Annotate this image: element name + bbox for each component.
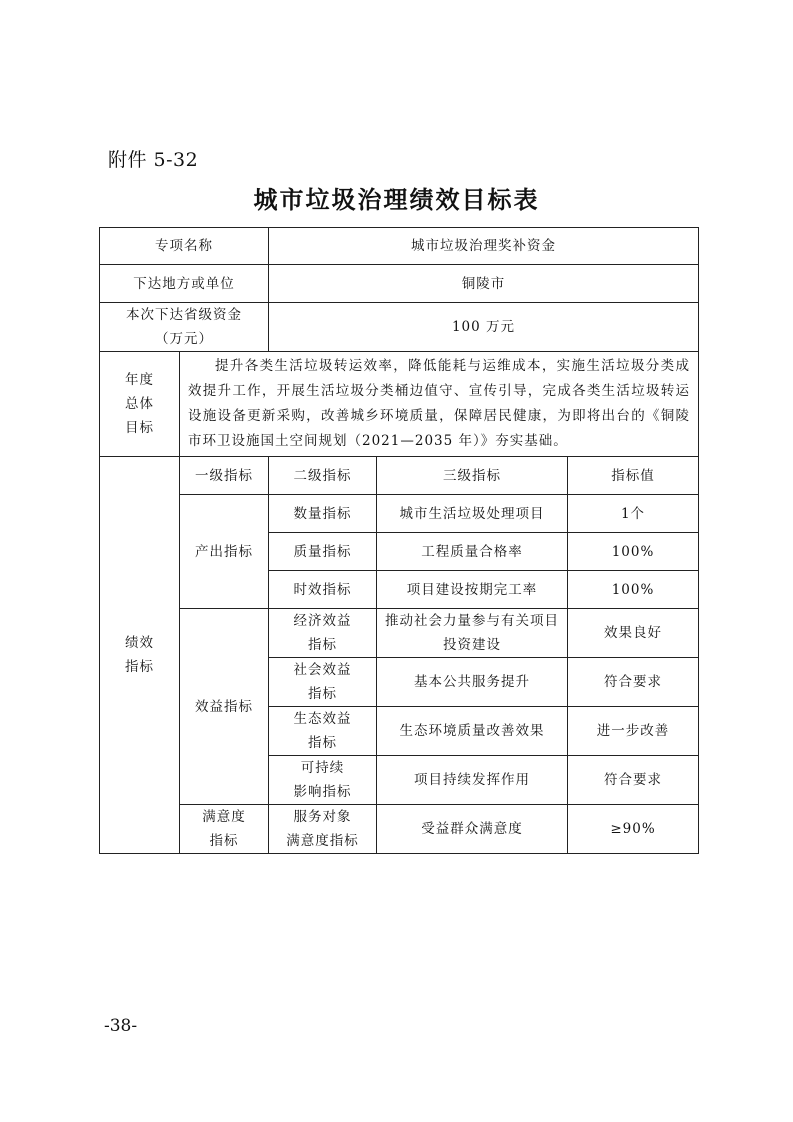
label-line: 影响指标	[293, 784, 352, 800]
level3-indicator: 项目建设按期完工率	[377, 571, 568, 609]
indicator-value: 100%	[568, 533, 699, 571]
annual-goal-label	[100, 352, 180, 457]
info-label	[100, 303, 269, 352]
label-line: 绩效	[125, 635, 154, 651]
indicator-value: 符合要求	[568, 756, 699, 805]
label-line: 推动社会力量参与有关项目	[385, 613, 559, 629]
label-line: 指标	[125, 659, 154, 675]
label-line: 指标	[209, 833, 239, 849]
annual-goal-row	[100, 352, 699, 457]
label-line: 年度	[125, 372, 154, 388]
indicator-section-label	[100, 457, 180, 854]
label-line: 投资建设	[443, 637, 501, 653]
label-line: 指标	[308, 735, 337, 751]
level1-indicator: 效益指标	[180, 609, 269, 805]
info-label: 下达地方或单位	[100, 265, 269, 303]
column-header: 指标值	[568, 457, 699, 495]
level3-indicator: 城市生活垃圾处理项目	[377, 495, 568, 533]
indicator-value: 100%	[568, 571, 699, 609]
attachment-label: 附件 5-32	[108, 149, 199, 171]
info-label: 专项名称	[100, 228, 269, 265]
info-label-line: （万元）	[155, 331, 213, 347]
label-line: 社会效益	[293, 662, 352, 678]
level1-indicator: 产出指标	[180, 495, 269, 609]
label-line: 可持续	[300, 760, 345, 776]
info-label-line: 本次下达省级资金	[126, 307, 242, 323]
info-value: 铜陵市	[269, 265, 699, 303]
page-number: -38-	[104, 1016, 138, 1036]
level3-indicator: 受益群众满意度	[377, 805, 568, 854]
level1-indicator	[180, 805, 269, 854]
column-header: 三级指标	[377, 457, 568, 495]
level2-indicator	[269, 658, 377, 707]
level3-indicator	[377, 609, 568, 658]
label-line: 满意度	[202, 809, 246, 825]
indicator-value: 符合要求	[568, 658, 699, 707]
level2-indicator	[269, 609, 377, 658]
page-title: 城市垃圾治理绩效目标表	[253, 185, 540, 214]
indicator-value: 1个	[568, 495, 699, 533]
level2-indicator	[269, 707, 377, 756]
info-row-funding	[100, 303, 699, 352]
label-line: 服务对象	[293, 809, 352, 825]
level3-indicator: 工程质量合格率	[377, 533, 568, 571]
indicator-row	[100, 495, 699, 533]
info-row-recipient	[100, 265, 699, 303]
annual-goal-text: 提升各类生活垃圾转运效率，降低能耗与运维成本，实施生活垃圾分类成效提升工作，开展生活垃圾分类桶边值守、宣传引导，完成各类生活垃圾转运设施设备更新采购，改善城乡环境质量，保障居民健康，为即将出台的《铜陵市环卫设施国土空间规划（2021—2035 年）》夯实基础。	[180, 352, 699, 457]
label-line: 满意度指标	[286, 833, 359, 849]
level3-indicator: 项目持续发挥作用	[377, 756, 568, 805]
indicator-value: ≥90%	[568, 805, 699, 854]
indicator-row	[100, 805, 699, 854]
label-line: 指标	[308, 686, 337, 702]
level3-indicator: 生态环境质量改善效果	[377, 707, 568, 756]
level2-indicator: 质量指标	[269, 533, 377, 571]
info-row-project-name	[100, 228, 699, 265]
info-value: 城市垃圾治理奖补资金	[269, 228, 699, 265]
label-line: 总体	[125, 396, 154, 412]
indicator-value: 进一步改善	[568, 707, 699, 756]
level2-indicator	[269, 756, 377, 805]
info-value: 100 万元	[269, 303, 699, 352]
level3-indicator: 基本公共服务提升	[377, 658, 568, 707]
label-line: 经济效益	[293, 613, 352, 629]
label-line: 目标	[125, 420, 154, 436]
label-line: 生态效益	[293, 711, 352, 727]
label-line: 指标	[308, 637, 337, 653]
level2-indicator: 数量指标	[269, 495, 377, 533]
column-header: 二级指标	[269, 457, 377, 495]
performance-target-table	[99, 227, 699, 854]
indicator-row	[100, 609, 699, 658]
level2-indicator: 时效指标	[269, 571, 377, 609]
column-header: 一级指标	[180, 457, 269, 495]
indicator-value: 效果良好	[568, 609, 699, 658]
indicator-header-row	[100, 457, 699, 495]
level2-indicator	[269, 805, 377, 854]
